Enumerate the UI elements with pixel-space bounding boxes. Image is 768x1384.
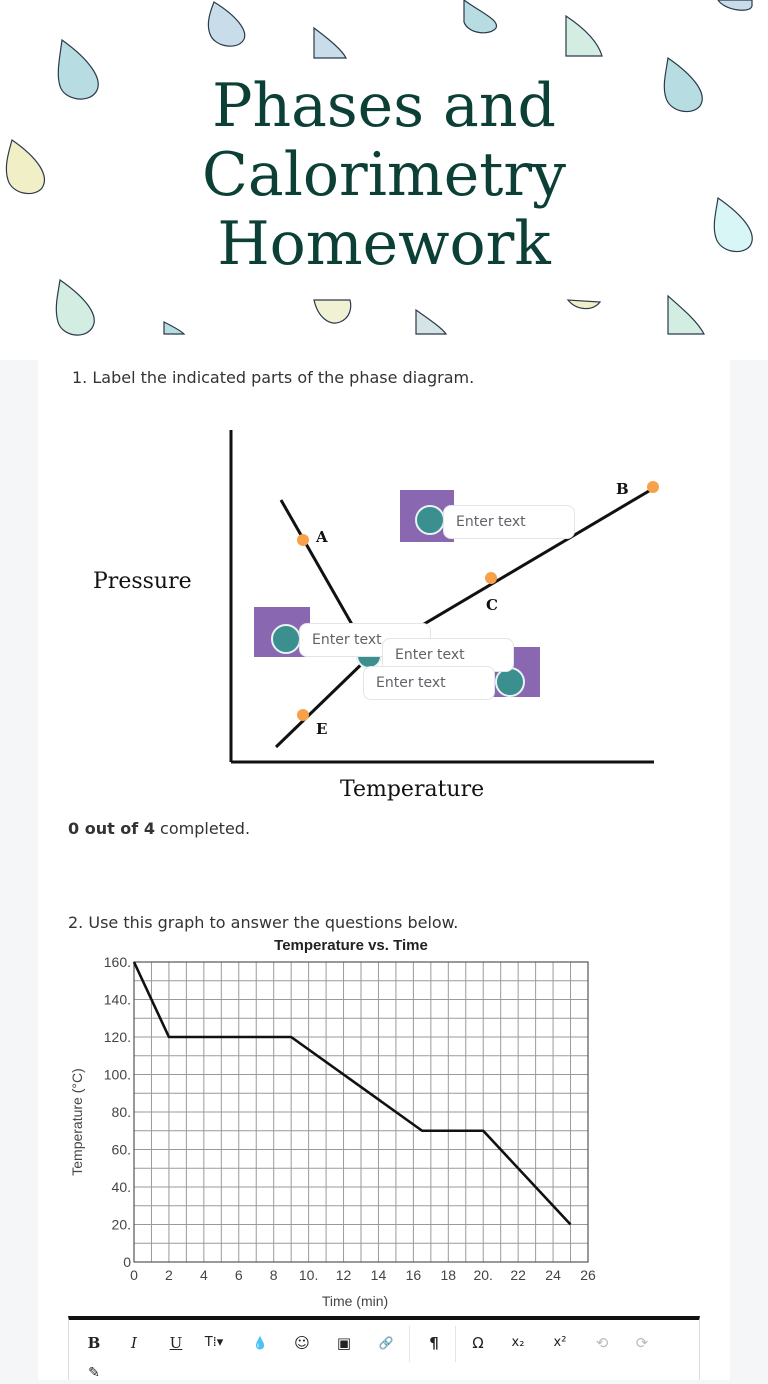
superscript-button[interactable]: x² [549,1332,571,1354]
raindrop-icon [568,300,600,309]
title-line: Phases and [212,71,556,141]
question-1-prompt: 1. Label the indicated parts of the phase diagram. [72,368,474,387]
y-tick-label: 20. [112,1217,131,1233]
x-tick-label: 6 [235,1267,243,1283]
label-hotspot-2[interactable] [271,624,301,654]
raindrop-icon [56,280,94,335]
page-title [0,72,768,279]
y-tick-label: 60. [112,1142,131,1158]
chart-grid [134,962,588,1262]
question-2-prompt: 2. Use this graph to answer the questions below. [68,913,458,932]
raindrop-icon [566,16,602,56]
toolbar-divider [455,1326,456,1362]
label-input-1[interactable] [443,505,575,539]
redo-icon[interactable]: ⟳ [631,1332,653,1354]
y-tick-label: 0 [123,1254,131,1270]
x-axis-title: Time (min) [322,1293,388,1309]
y-axis-title: Temperature (°C) [69,1068,85,1176]
completion-suffix: completed. [155,819,250,838]
raindrop-icon [208,2,244,46]
raindrop-icon [164,322,184,334]
x-tick-label: 8 [270,1267,278,1283]
point-B [647,481,659,493]
completion-count: 0 out of 4 [68,819,155,838]
italic-button[interactable]: I [123,1332,145,1354]
raindrop-icon [314,300,351,323]
text-size-dropdown[interactable]: T⁞▾ [203,1332,225,1354]
temperature-time-chart [58,930,618,1310]
phase-diagram [88,422,688,802]
title-line: Calorimetry [202,140,566,210]
special-character-icon[interactable]: Ω [467,1332,489,1354]
undo-icon[interactable]: ⟲ [591,1332,613,1354]
chart-title: Temperature vs. Time [274,937,428,954]
y-tick-label: 80. [112,1104,131,1120]
toolbar-divider [409,1326,410,1362]
rich-text-toolbar [68,1316,700,1380]
header-banner [0,0,768,360]
y-axis-label: Pressure [93,569,192,594]
x-tick-label: 10. [299,1267,318,1283]
x-tick-label: 2 [165,1267,173,1283]
x-axis-label: Temperature [340,777,484,802]
y-tick-label: 160. [104,954,131,970]
x-tick-label: 18 [441,1267,457,1283]
x-tick-label: 24 [545,1267,561,1283]
x-tick-label: 14 [371,1267,387,1283]
x-tick-label: 20. [473,1267,492,1283]
x-tick-label: 12 [336,1267,352,1283]
raindrop-icon [464,0,497,33]
worksheet-card [38,360,730,1380]
label-input-4[interactable] [363,666,495,700]
text-color-icon[interactable]: 💧 [249,1332,271,1354]
pen-icon[interactable]: ✎ [83,1362,105,1384]
point-C [485,572,497,584]
y-tick-label: 120. [104,1029,131,1045]
label-hotspot-1[interactable] [415,505,445,535]
y-tick-label: 140. [104,992,131,1008]
point-label-B: B [616,480,629,498]
raindrop-icon [668,296,704,334]
paragraph-direction-icon[interactable]: ¶ [423,1332,445,1354]
point-label-A: A [315,528,328,546]
x-tick-label: 16 [406,1267,422,1283]
bold-button[interactable]: B [83,1332,105,1354]
phase-diagram-drawing [88,422,688,802]
x-tick-label: 0 [130,1267,138,1283]
completion-status [68,819,250,838]
raindrop-icon [314,28,346,58]
raindrop-icon [718,0,752,10]
image-icon[interactable]: ▣ [333,1332,355,1354]
y-tick-label: 100. [104,1067,131,1083]
emoji-icon[interactable]: ☺ [291,1332,313,1354]
link-icon[interactable]: 🔗 [375,1332,397,1354]
x-tick-label: 22 [510,1267,526,1283]
underline-button[interactable]: U [165,1332,187,1354]
raindrop-icon [416,310,446,334]
point-A [297,534,309,546]
x-tick-label: 26 [580,1267,596,1283]
y-tick-label: 40. [112,1179,131,1195]
subscript-button[interactable]: x₂ [507,1332,529,1354]
point-label-C: C [486,596,498,614]
point-label-E: E [316,720,327,738]
x-tick-label: 4 [200,1267,208,1283]
point-E [297,709,309,721]
title-line: Homework [217,209,550,279]
